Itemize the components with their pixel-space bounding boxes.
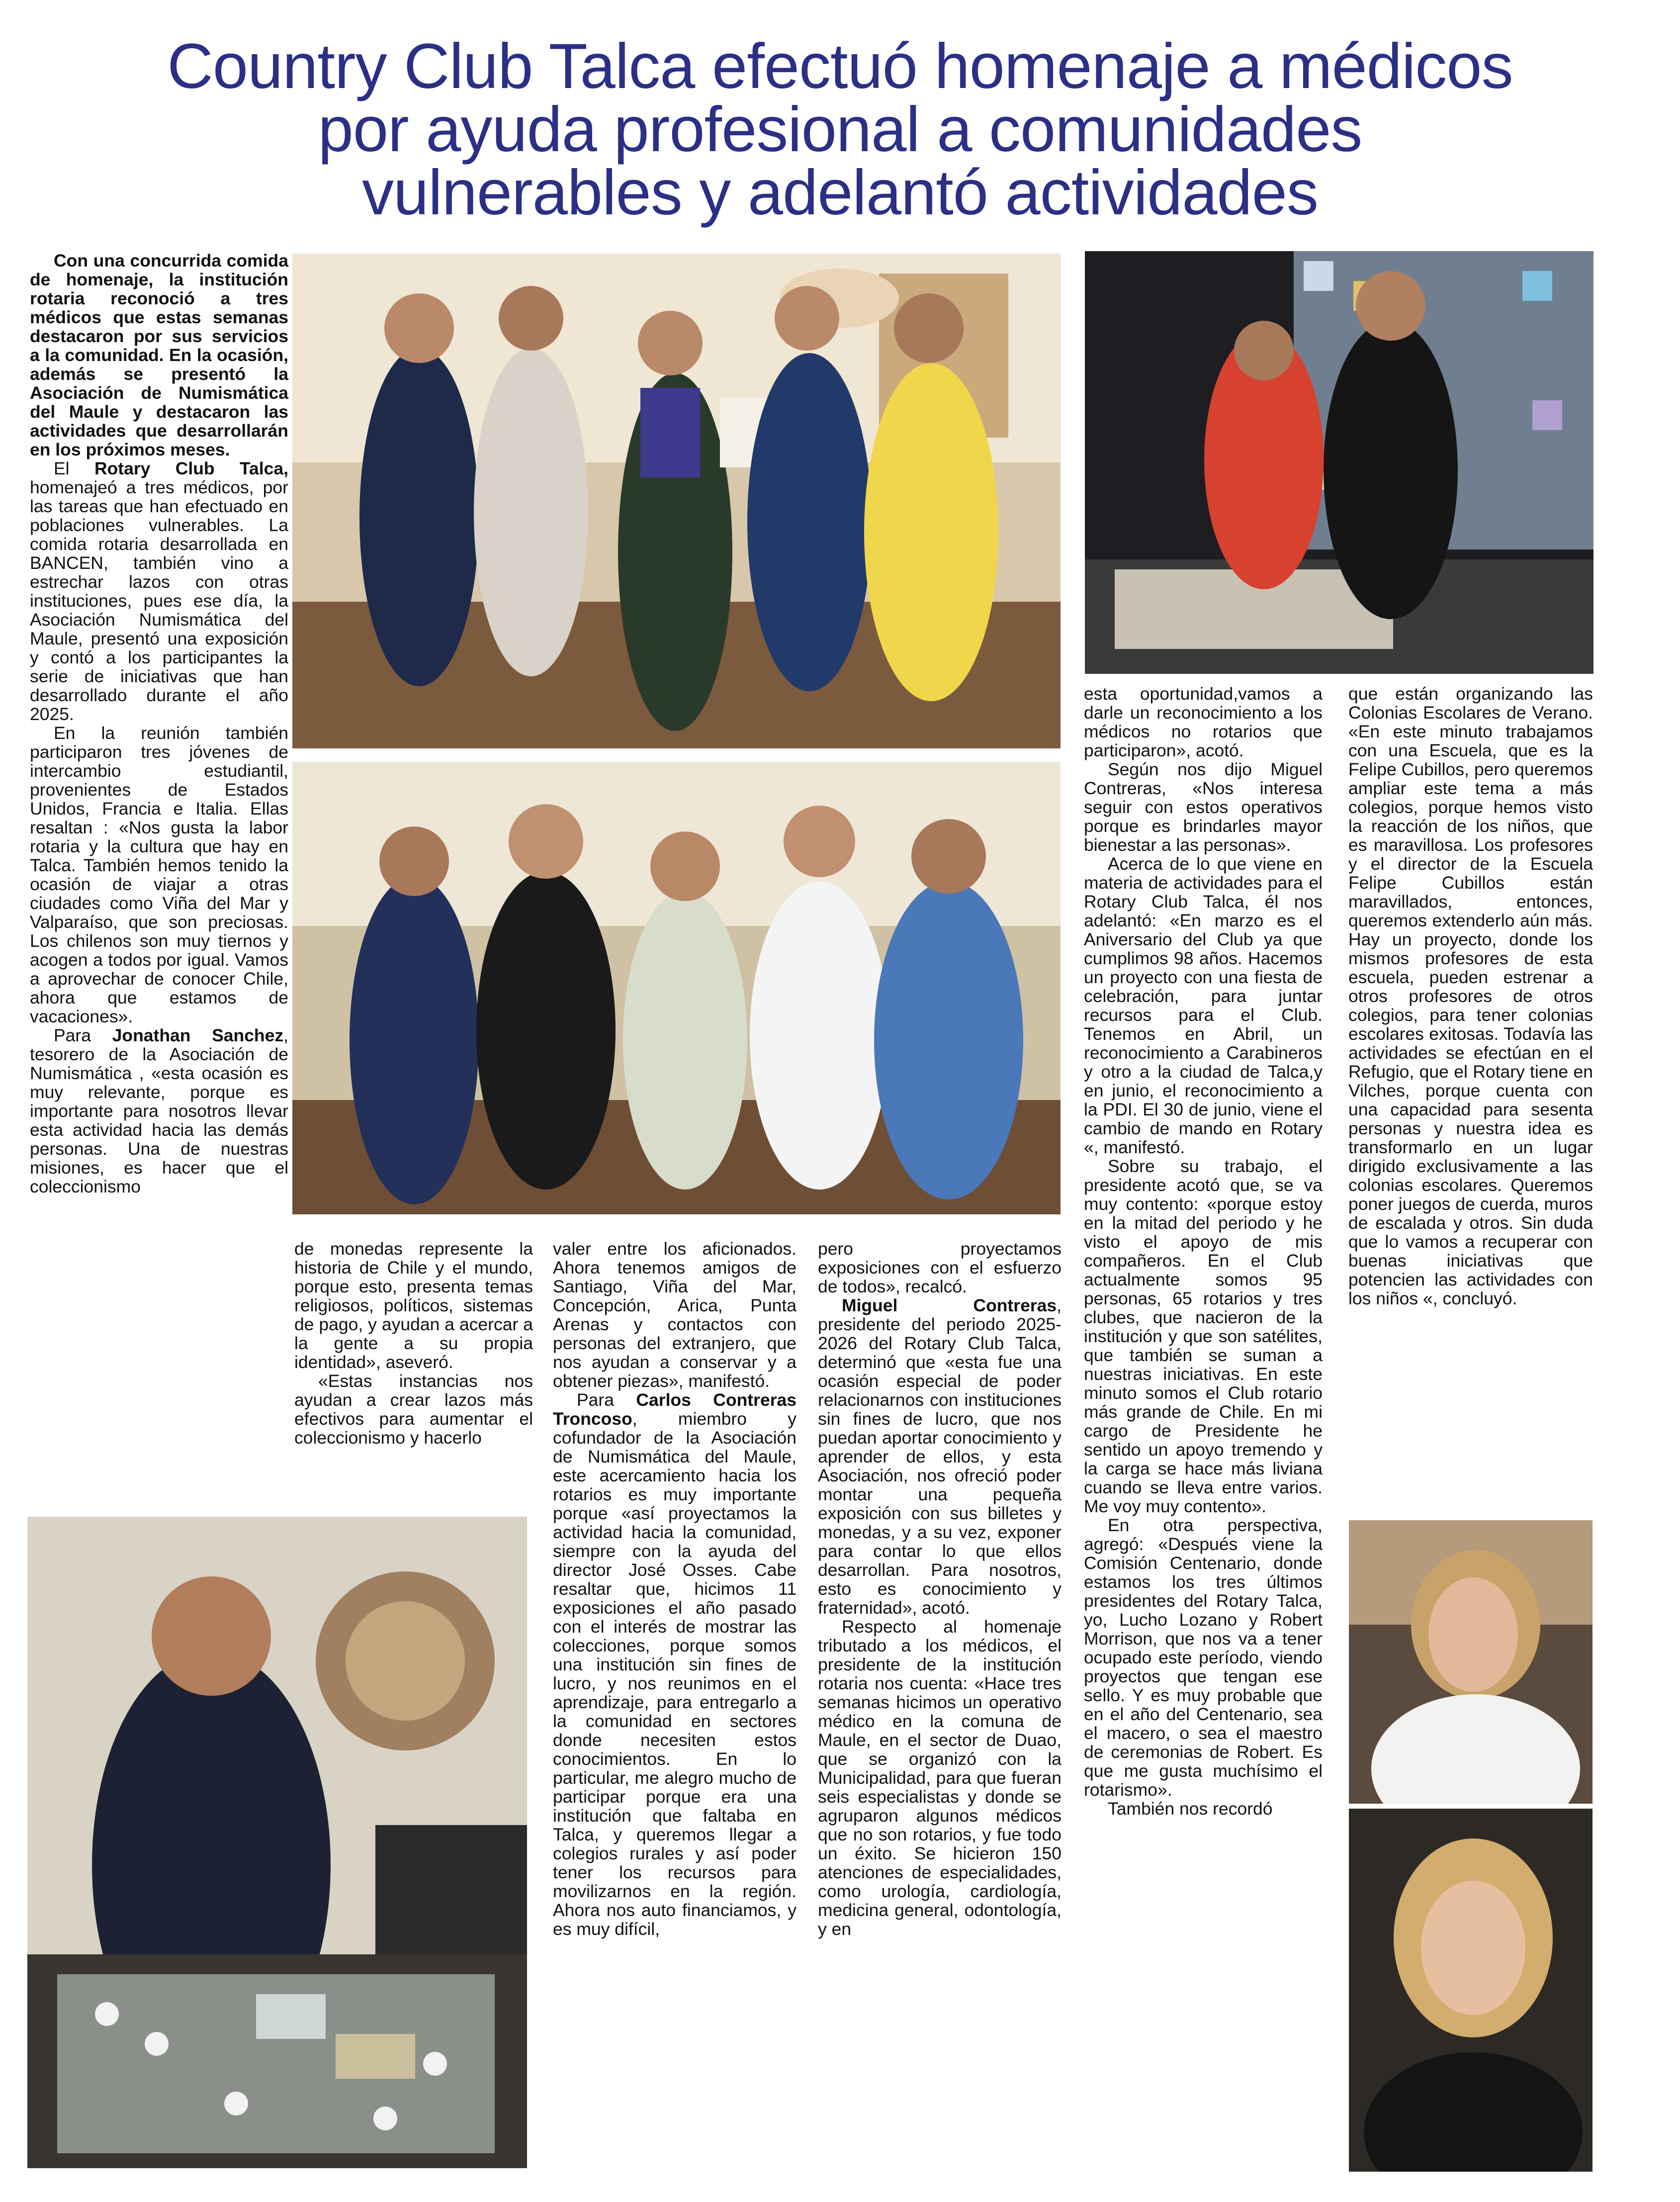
photo-numismatic-exhibit-image (1085, 251, 1593, 674)
article-paragraph: Para Carlos Contreras Troncoso, miembro y cofundador de la Asociación de Numismática del Maule, este acercamiento hacia los rotarios es muy importante porque «así proyectamos la actividad hacia la comunidad, siempre con la ayuda del director José Osses. Cabe resaltar que, hicimos 11 exposiciones el año pasado con el interés de mostrar las colecciones, porque somos una institución sin fines de lucro, y nos reunimos en el aprendizaje, para entregarlo a la comunidad en sectores donde necesiten estos conocimientos. En lo particular, me alegro mucho de participar porque era una institución que faltaba en Talca, y queremos llegar a colegios rurales y así poder tener los recursos para movilizarnos en la región. Ahora nos auto financiamos, y es muy difícil, (553, 1390, 796, 1939)
article-paragraph: Miguel Contreras, presidente del periodo 2025-2026 del Rotary Club Talca, determinó que «esta fue una ocasión especial de poder relacionarnos con instituciones sin fines de lucro, que nos puedan aportar conocimiento y aprender de ellos, y esta Asociación, nos ofreció poder montar una pequeña exposición con sus billetes y monedas, y a su vez, exponer para contar lo que ellos desarrollan. Para nosotros, esto es conocimiento y fraternidad», acotó. (818, 1295, 1061, 1618)
article-paragraph: que están organizando las Colonias Escolares de Verano. «En este minuto trabajamos con una Escuela, que es la Felipe Cubillos, pero queremos ampliar este tema a más colegios, porque hemos visto la reacción de los niños, que es maravillosa. Los profesores y el director de la Escuela Felipe Cubillos están maravillados, entonces, queremos extenderlo aún más. Hay un proyecto, donde los mismos profesores de esta escuela, pueden estrenar a otros profesores de otros colegios, para tener colonias escolares exitosas. Todavía las actividades se efectúan en el Refugio, que el Rotary tiene en Vilches, porque cuenta con una capacidad para sesenta personas y nuestra idea es transformarlo en un lugar dirigido exclusivamente a las colonias escolares. Queremos poner juegos de cuerda, muros de escalada y otros. Sin duda que lo vamos a recuperar con buenas iniciativas que potencien las actividades con los niños «, concluyó. (1348, 684, 1593, 1308)
person-name: Carlos Contreras Troncoso (553, 1390, 796, 1429)
article-paragraph: Para Jonathan Sanchez, tesorero de la Asociación de Numismática , «esta ocasión es muy relevante, porque es importante para nosotros llevar esta actividad hacia las demás personas. Una de nuestras misiones, es hacer que el coleccionismo (30, 1025, 288, 1196)
column-2 (294, 1239, 533, 1447)
photo-five-men-image (292, 762, 1061, 1214)
photo-numismatic-exhibit (1085, 251, 1593, 674)
article-paragraph: pero proyectamos exposiciones con el esfuerzo de todos», recalcó. (818, 1239, 1061, 1296)
photo-man-coin-collection (27, 1517, 527, 2168)
article-paragraph: El Rotary Club Talca, homenajeó a tres médicos, por las tareas que han efectuado en poblaciones vulnerables. La comida rotaria desarrollada en BANCEN, también vino a estrechar lazos con otras instituciones, pues ese día, la Asociación Numismática del Maule, presentó una exposición y contó a los participantes la serie de iniciativas que han desarrollado durante el año 2025. (30, 459, 288, 724)
lead-paragraph: Con una concurrida comida de homenaje, la institución rotaria reconoció a tres médicos que estas semanas destacaron por sus servicios a la comunidad. En la ocasión, además se presentó la Asociación de Numismática del Maule y destacaron las actividades que desarrollarán en los próximos meses. (30, 251, 288, 459)
column-6 (1348, 684, 1593, 1308)
article-paragraph: Acerca de lo que viene en materia de actividades para el Rotary Club Talca, él nos adelantó: «En marzo es el Aniversario del Club ya que cumplimos 98 años. Hacemos un proyecto con una fiesta de celebración, para juntar recursos para el Club. Tenemos en Abril, un reconocimiento a Carabineros y otro a la ciudad de Talca,y en junio, el reconocimiento a la PDI. El 30 de junio, viene el cambio de mando en Rotary «, manifestó. (1084, 854, 1323, 1157)
person-name: Miguel Contreras (842, 1295, 1057, 1315)
article-paragraph: «Estas instancias nos ayudan a crear lazos más efectivos para aumentar el coleccionismo y hacerlo (294, 1371, 533, 1448)
person-name: Jonathan Sanchez (112, 1025, 284, 1045)
column-1 (30, 251, 288, 1196)
headline-line-2: por ayuda profesional a comunidades (318, 94, 1362, 165)
photo-five-men (292, 762, 1061, 1214)
article-paragraph: En otra perspectiva, agregó: «Después viene la Comisión Centenario, donde estamos los tres últimos presidentes del Rotary Talca, yo, Lucho Lozano y Robert Morrison, que nos va a tener ocupado este período, viendo proyectos que tengan ese sello. Y es muy probable que en el año del Centenario, sea el macero, o sea el maestro de ceremonias de Robert. Es que me gusta muchísimo el rotarismo». (1084, 1515, 1323, 1800)
headline (30, 31, 1650, 228)
article-paragraph: esta oportunidad,vamos a darle un reconocimiento a los médicos no rotarios que participaron», acotó. (1084, 684, 1323, 760)
rotary-club-name: Rotary Club Talca, (94, 459, 288, 478)
column-5 (1084, 684, 1323, 1818)
column-4 (818, 1239, 1061, 1938)
article-paragraph: Sobre su trabajo, el presidente acotó que, se va muy contento: «porque estoy en la mitad del periodo y he visto el apoyo de mis compañeros. En el Club actualmente somos 95 personas, 65 rotarios y tres clubes, que nacieron de la institución y que son satélites, que también se suman a nuestras iniciativas. En este minuto somos el Club rotario más grande de Chile. En mi cargo de Presidente he sentido un apoyo tremendo y la carga se hace más liviana cuando se lleva entre varios. Me voy muy contento». (1084, 1156, 1323, 1516)
article-paragraph: valer entre los aficionados. Ahora tenemos amigos de Santiago, Viña del Mar, Concepción, Arica, Punta Arenas y contactos con personas del extranjero, que nos ayudan a conservar y a obtener piezas», manifestó. (553, 1239, 796, 1391)
photo-exchange-student-2 (1349, 1809, 1592, 2172)
column-3 (553, 1239, 796, 1938)
photo-man-coin-collection-image (27, 1517, 527, 2168)
photo-exchange-student-1 (1349, 1520, 1592, 1804)
article-paragraph: Según nos dijo Miguel Contreras, «Nos interesa seguir con estos operativos porque es brindarles mayor bienestar a las personas». (1084, 759, 1323, 855)
article-paragraph: En la reunión también participaron tres jóvenes de intercambio estudiantil, provenientes de Estados Unidos, Francia e Italia. Ellas resaltan : «Nos gusta la labor rotaria y la cultura que hay en Talca. También hemos tenido la ocasión de viajar a otras ciudades como Viña del Mar y Valparaíso, que son preciosas. Los chilenos son muy tiernos y acogen a todos por igual. Vamos a aprovechar de conocer Chile, ahora que estamos de vacaciones». (30, 723, 288, 1026)
article-paragraph: de monedas represente la historia de Chile y el mundo, porque esto, presenta temas religiosos, políticos, sistemas de pago, y ayudan a acercar a la gente a su propia identidad», aseveró. (294, 1239, 533, 1372)
photo-group-certificate-image (292, 254, 1061, 748)
photo-exchange-student-1-image (1349, 1520, 1592, 1804)
article-paragraph: También nos recordó (1108, 1799, 1273, 1819)
article-paragraph: Respecto al homenaje tributado a los médicos, el presidente de la institución rotaria nos cuenta: «Hace tres semanas hicimos un operativo médico en la comuna de Maule, en el sector de Duao, que se organizó con la Municipalidad, para que fueran seis especialistas y donde se agruparon algunos médicos que no son rotarios, y fue todo un éxito. Se hicieron 150 atenciones de especialidades, como urología, cardiología, medicina general, odontología, y en (818, 1617, 1061, 1939)
headline-line-1: Country Club Talca efectuó homenaje a médicos (167, 31, 1513, 102)
photo-exchange-student-2-image (1349, 1809, 1592, 2172)
photo-group-certificate (292, 254, 1061, 748)
headline-line-3: vulnerables y adelantó actividades (362, 157, 1318, 228)
